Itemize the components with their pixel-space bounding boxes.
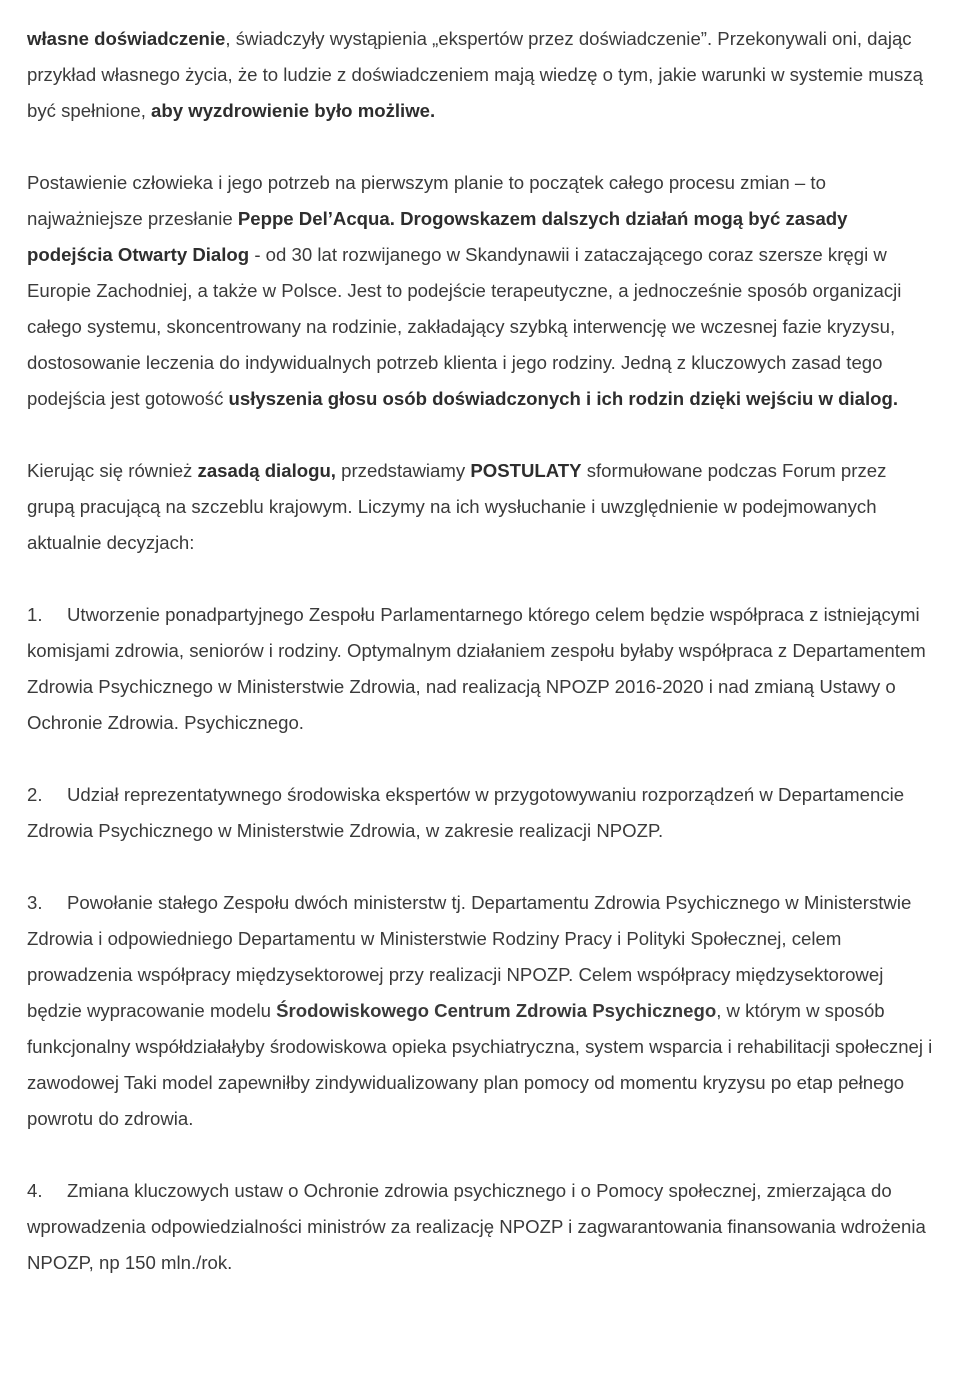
bold-text: POSTULATY <box>470 460 582 481</box>
list-number: 1. <box>27 604 43 625</box>
bold-text: własne doświadczenie <box>27 28 226 49</box>
bold-text: usłyszenia głosu osób doświadczonych i ich rodzin dzięki wejściu w dialog. <box>228 388 899 409</box>
list-item <box>27 597 934 741</box>
list-number: 2. <box>27 784 43 805</box>
list-item <box>27 1173 934 1281</box>
paragraph-experience <box>27 21 934 129</box>
paragraph-postulates-intro <box>27 453 934 561</box>
list-text: Zmiana kluczowych ustaw o Ochronie zdrowia psychicznego i o Pomocy społecznej, zmierzająca do wprowadzenia odpowiedzialności ministrów za realizację NPOZP i zagwarantowania finansowania wdrożenia NPOZP, np 150 mln./rok. <box>27 1180 926 1273</box>
list-text: Udział reprezentatywnego środowiska ekspertów w przygotowywaniu rozporządzeń w Departamencie Zdrowia Psychicznego w Ministerstwie Zdrowia, w zakresie realizacji NPOZP. <box>27 784 905 841</box>
bold-text: Peppe Del’Acqua. Drogowskazem dalszych działań mogą być zasady podejścia Otwarty Dialog <box>27 208 848 265</box>
list-item <box>27 777 934 849</box>
text: Kierując się również <box>27 460 198 481</box>
list-text: , w którym w sposób funkcjonalny współdziałałyby środowiskowa opieka psychiatryczna, system wsparcia i rehabilitacji społecznej i zawodowej Taki model zapewniłby zindywidualizowany plan pomocy od momentu kryzysu po etap pełnego powrotu do zdrowia. <box>27 1000 933 1129</box>
list-number: 3. <box>27 892 43 913</box>
bold-text: Środowiskowego Centrum Zdrowia Psychicznego <box>276 1000 717 1021</box>
text: Postawienie człowieka i jego potrzeb na pierwszym planie to początek całego procesu zmian – to najważniejsze przesłanie <box>27 172 826 229</box>
text: przedstawiamy <box>335 460 471 481</box>
list-number: 4. <box>27 1180 43 1201</box>
text: sformułowane podczas Forum przez grupą pracującą na szczeblu krajowym. Liczymy na ich wysłuchanie i uwzględnienie w podejmowanych aktualnie decyzjach: <box>27 460 887 553</box>
bold-text: aby wyzdrowienie było możliwe. <box>151 100 436 121</box>
text: - od 30 lat rozwijanego w Skandynawii i zataczającego coraz szersze kręgi w Europie Zachodniej, a także w Polsce. Jest to podejście terapeutyczne, a jednocześnie sposób organizacji całego systemu, skoncentrowany na rodzinie, zakładający szybką interwencję we wczesnej fazie kryzysu, dostosowanie leczenia do indywidualnych potrzeb klienta i jego rodziny. Jedną z kluczowych zasad tego podejścia jest gotowość <box>27 244 902 409</box>
text: , świadczyły wystąpienia „ekspertów przez doświadczenie”. Przekonywali oni, dając przykład własnego życia, że to ludzie z doświadczeniem mają wiedzę o tym, jakie warunki w systemie muszą być spełnione, <box>27 28 923 121</box>
list-item <box>27 885 934 1137</box>
paragraph-open-dialogue <box>27 165 934 417</box>
list-text: Utworzenie ponadpartyjnego Zespołu Parlamentarnego którego celem będzie współpraca z istniejącymi komisjami zdrowia, seniorów i rodziny. Optymalnym działaniem zespołu byłaby współpraca z Departamentem Zdrowia Psychicznego w Ministerstwie Zdrowia, nad realizacją NPOZP 2016-2020 i nad zmianą Ustawy o Ochronie Zdrowia. Psychicznego. <box>27 604 926 733</box>
list-text: Powołanie stałego Zespołu dwóch ministerstw tj. Departamentu Zdrowia Psychicznego w Ministerstwie Zdrowia i odpowiedniego Departamentu w Ministerstwie Rodziny Pracy i Polityki Społecznej, celem prowadzenia współpracy międzysektorowej przy realizacji NPOZP. Celem współpracy międzysektorowej będzie wypracowanie modelu <box>27 892 912 1021</box>
bold-text: zasadą dialogu, <box>197 460 336 481</box>
